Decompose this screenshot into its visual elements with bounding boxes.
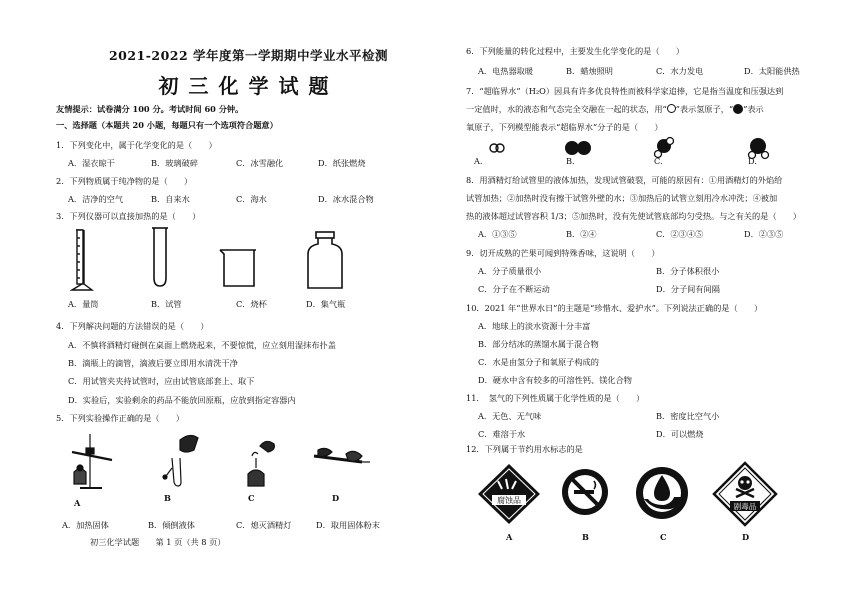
q1-option-a: A．湿衣晾干 [68, 158, 115, 168]
q4-option-b: B．滴瓶上的滴管，滴液后要立即用水清洗干净 [68, 358, 238, 368]
q3-stem: 3．下列仪器可以直接加热的是（ ） [56, 211, 201, 221]
q8-line-1: 8．用酒精灯给试管里的液体加热，发现试管破裂，可能的原因有：①用酒精灯的外焰给 [466, 175, 783, 185]
q3-option-c: C．烧杯 [236, 299, 267, 309]
q5-option-c: C．熄灭酒精灯 [236, 520, 292, 530]
q5-stem: 5．下列实验操作正确的是（ ） [56, 413, 185, 423]
q10-option-b: B．部分结冰的蒸馏水属于混合物 [478, 339, 599, 349]
q7-line-2 [466, 104, 764, 114]
q12-label-c: C [660, 532, 667, 542]
q11-option-b: B．密度比空气小 [656, 411, 720, 421]
q6-option-a: A．电热器取暖 [478, 66, 534, 76]
q11-option-a: A．无色、无气味 [478, 411, 542, 421]
pouring-liquid-icon [163, 435, 198, 486]
q5-figure-label-c: C [248, 493, 255, 503]
q5-figure-label-b: B [164, 493, 171, 503]
q12-stem: 12．下列属于节约用水标志的是 [466, 444, 583, 454]
q7-label-b: B. [566, 156, 575, 166]
q8-option-c: C．②③④⑤ [656, 229, 704, 239]
q6-option-b: B．蜡烛照明 [566, 66, 613, 76]
q2-option-c: C．海水 [236, 194, 267, 204]
q12-label-d: D [742, 532, 750, 542]
prohibition-sign-icon [560, 467, 610, 517]
q11-option-c: C．难溶于水 [478, 429, 526, 439]
q2-stem: 2．下列物质属于纯净物的是（ ） [56, 176, 193, 186]
q7-line-2-part-2: ”表示氢原子，“ [675, 104, 734, 114]
q9-stem: 9．切开成熟的芒果可闻到特殊香味，这说明（ ） [466, 248, 660, 258]
take-powder-icon [314, 448, 370, 462]
q7-line-3: 氧原子，下列模型能表示“超临界水”分子的是（ ） [466, 122, 663, 132]
model-c-water-molecule-icon [655, 138, 674, 158]
q10-option-a: A．地球上的淡水资源十分丰富 [478, 321, 591, 331]
q8-option-b: B．②④ [566, 229, 597, 239]
q5-option-b: B．倾倒液体 [148, 520, 195, 530]
q7-line-2-part-3: ”表示 [743, 104, 764, 114]
water-saving-sign-icon [634, 465, 690, 521]
q1-option-b: B．玻璃破碎 [151, 158, 198, 168]
q5-operations-figure [62, 428, 392, 496]
hydrogen-atom-icon [667, 104, 676, 113]
q10-option-d: D．硬水中含有较多的可溶性钙、镁化合物 [478, 375, 632, 385]
q11-stem: 11． 氢气的下列性质属于化学性质的是（ ） [466, 393, 645, 403]
exam-title: 2021-2022 学年度第一学期期中学业水平检测 [108, 48, 389, 63]
q4-option-c: C．用试管夹夹持试管时，应由试管底部套上、取下 [68, 376, 255, 386]
q5-figure-label-a: A [74, 498, 81, 508]
extinguish-lamp-icon [248, 441, 274, 486]
q1-option-d: D．纸张燃烧 [318, 158, 366, 168]
q9-option-b: B．分子体积很小 [656, 266, 720, 276]
q7-label-d: D. [748, 156, 757, 166]
q7-line-2-part-1: 一定值时，水的液态和气态完全交融在一起的状态，用“ [466, 104, 667, 114]
q12-label-b: B [582, 532, 589, 542]
q9-option-d: D．分子间有间隔 [656, 284, 720, 294]
q8-line-2: 试管加热；②加热时没有擦干试管外壁的水；③加热后的试管立刻用冷水冲洗；④被加 [466, 193, 778, 203]
q11-option-d: D．可以燃烧 [656, 429, 704, 439]
toxic-sign-text: 剧毒品 [733, 502, 757, 511]
subject-title: 初三化学试题 [158, 74, 339, 98]
q6-stem: 6．下列能量的转化过程中，主要发生化学变化的是（ ） [466, 46, 685, 56]
toxic-sign-icon [712, 461, 778, 527]
heating-solid-apparatus-icon [72, 434, 112, 488]
q6-option-c: C．水力发电 [656, 66, 704, 76]
q7-line-1: 7．“超临界水”（H₂O）因具有许多优良特性而被科学家追捧，它是指当温度和压强达到 [466, 86, 784, 96]
q2-option-d: D．冰水混合物 [318, 194, 374, 204]
model-b-two-oxygen-icon [565, 141, 591, 155]
q3-option-a: A．量筒 [68, 299, 99, 309]
corrosive-sign-text: 腐蚀品 [497, 496, 521, 505]
q1-option-c: C．冰雪融化 [236, 158, 284, 168]
q10-option-c: C．水是由氢分子和氧原子构成的 [478, 357, 599, 367]
oxygen-atom-icon [733, 104, 743, 114]
q9-option-a: A．分子质量很小 [478, 266, 542, 276]
q2-option-a: A．洁净的空气 [68, 194, 124, 204]
q9-option-c: C．分子在不断运动 [478, 284, 550, 294]
beaker-icon [220, 250, 256, 286]
q3-option-d: D．集气瓶 [306, 299, 346, 309]
q4-stem: 4．下列解决问题的方法错误的是（ ） [56, 321, 209, 331]
q4-option-d: D．实验后，实验剩余的药品不能放回原瓶，应放到指定容器内 [68, 395, 296, 405]
page-footer: 初三化学试题 第 1 页（共 8 页） [90, 537, 226, 547]
q4-option-a: A．不慎将酒精灯碰倒在桌面上燃烧起来，不要惊慌，应立刻用湿抹布扑盖 [68, 340, 336, 350]
q5-option-d: D．取用固体粉末 [316, 520, 380, 530]
q3-instruments-figure [70, 226, 380, 294]
gas-bottle-icon [308, 232, 342, 288]
q7-molecule-models [486, 136, 786, 162]
model-a-two-hydrogen-icon [490, 144, 504, 152]
friendly-tip: 友情提示：试卷满分 100 分。考试时间 60 分钟。 [56, 104, 244, 114]
q8-option-d: D．②③⑤ [744, 229, 784, 239]
q7-label-a: A. [474, 156, 483, 166]
q1-stem: 1．下列变化中，属于化学变化的是（ ） [56, 140, 217, 150]
q8-line-3: 热的液体超过试管容积 1/3；⑤加热时，没有先使试管底部均匀受热。与之有关的是（ ） [466, 211, 802, 221]
graduated-cylinder-icon [72, 230, 92, 290]
corrosive-sign-icon [476, 463, 542, 525]
q7-label-c: C. [654, 156, 663, 166]
q3-option-b: B．试管 [151, 299, 182, 309]
q10-stem: 10．2021 年“世界水日”的主题是“珍惜水、爱护水”。下列说法正确的是（ ） [466, 303, 763, 313]
q5-option-a: A．加热固体 [62, 520, 109, 530]
q5-figure-label-d: D [332, 493, 340, 503]
q2-option-b: B．自来水 [151, 194, 190, 204]
q8-option-a: A．①③⑤ [478, 229, 517, 239]
section-heading: 一、选择题（本题共 20 小题，每题只有一个选项符合题意） [56, 120, 278, 130]
q6-option-d: D．太阳能供热 [744, 66, 800, 76]
test-tube-icon [152, 228, 168, 286]
q12-label-a: A [506, 532, 513, 542]
